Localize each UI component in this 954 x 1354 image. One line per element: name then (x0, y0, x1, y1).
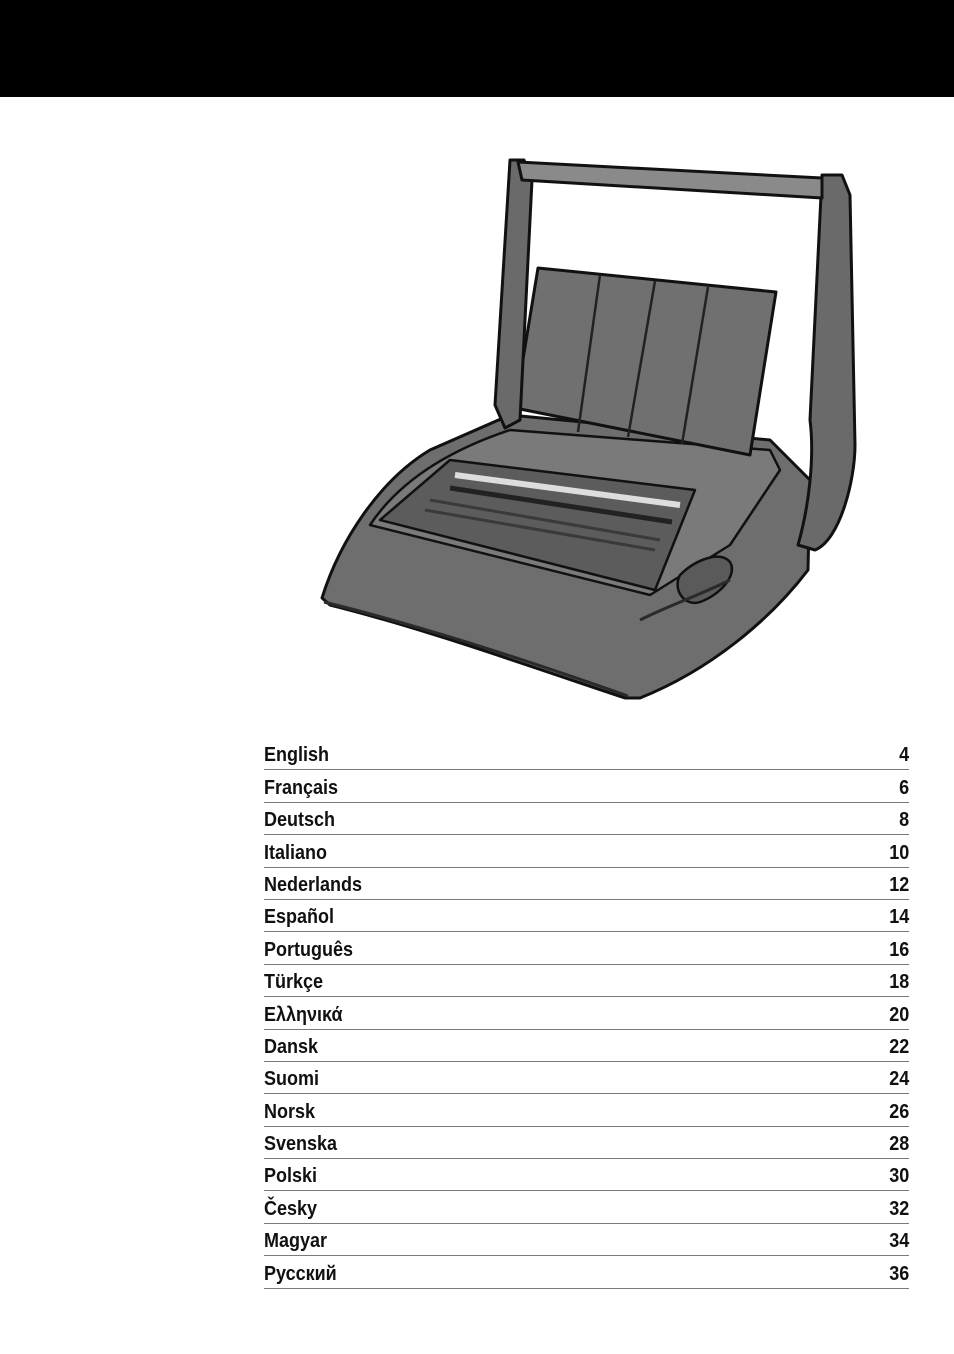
toc-page-number: 32 (888, 1197, 909, 1220)
table-of-contents (264, 738, 909, 1289)
toc-entry[interactable] (264, 1127, 909, 1159)
toc-language: Español (264, 906, 335, 929)
toc-entry[interactable] (264, 1062, 909, 1094)
toc-entry[interactable] (264, 1159, 909, 1191)
toc-page-number: 10 (888, 841, 909, 864)
toc-page-number: 22 (888, 1035, 909, 1058)
toc-language: Português (264, 938, 354, 961)
toc-entry[interactable] (264, 997, 909, 1029)
toc-page-number: 34 (888, 1230, 909, 1253)
toc-language: Italiano (264, 841, 328, 864)
toc-language: Norsk (264, 1100, 316, 1123)
header-bar (0, 0, 954, 97)
toc-entry[interactable] (264, 738, 909, 770)
toc-page-number: 36 (888, 1262, 909, 1285)
toc-entry[interactable] (264, 1191, 909, 1223)
toc-language: Русский (264, 1262, 337, 1285)
toc-language: Deutsch (264, 809, 336, 832)
toc-language: Svenska (264, 1133, 338, 1156)
toc-language: English (264, 744, 330, 767)
toc-language: Česky (264, 1197, 318, 1220)
toc-page-number: 26 (888, 1100, 909, 1123)
toc-page-number: 20 (888, 1003, 909, 1026)
toc-entry[interactable] (264, 770, 909, 802)
toc-page-number: 18 (888, 971, 909, 994)
toc-page-number: 16 (888, 938, 909, 961)
toc-language: Polski (264, 1165, 318, 1188)
comb-binding-machine-icon (310, 150, 870, 710)
toc-language: Magyar (264, 1230, 328, 1253)
toc-language: Türkçe (264, 971, 324, 994)
toc-entry[interactable] (264, 1224, 909, 1256)
toc-language: Ελληνικά (264, 1003, 343, 1026)
toc-language: Nederlands (264, 873, 363, 896)
toc-entry[interactable] (264, 835, 909, 867)
toc-page-number: 14 (888, 906, 909, 929)
toc-language: Français (264, 776, 339, 799)
toc-page-number: 12 (888, 873, 909, 896)
toc-page-number: 30 (888, 1165, 909, 1188)
toc-page-number: 8 (898, 809, 909, 832)
toc-entry[interactable] (264, 900, 909, 932)
toc-entry[interactable] (264, 1256, 909, 1288)
toc-entry[interactable] (264, 868, 909, 900)
toc-language: Dansk (264, 1035, 319, 1058)
toc-language: Suomi (264, 1068, 320, 1091)
toc-page-number: 24 (888, 1068, 909, 1091)
toc-entry[interactable] (264, 932, 909, 964)
toc-page-number: 6 (898, 776, 909, 799)
toc-entry[interactable] (264, 965, 909, 997)
toc-page-number: 28 (888, 1133, 909, 1156)
toc-entry[interactable] (264, 1030, 909, 1062)
toc-entry[interactable] (264, 803, 909, 835)
toc-entry[interactable] (264, 1094, 909, 1126)
toc-page-number: 4 (898, 744, 909, 767)
